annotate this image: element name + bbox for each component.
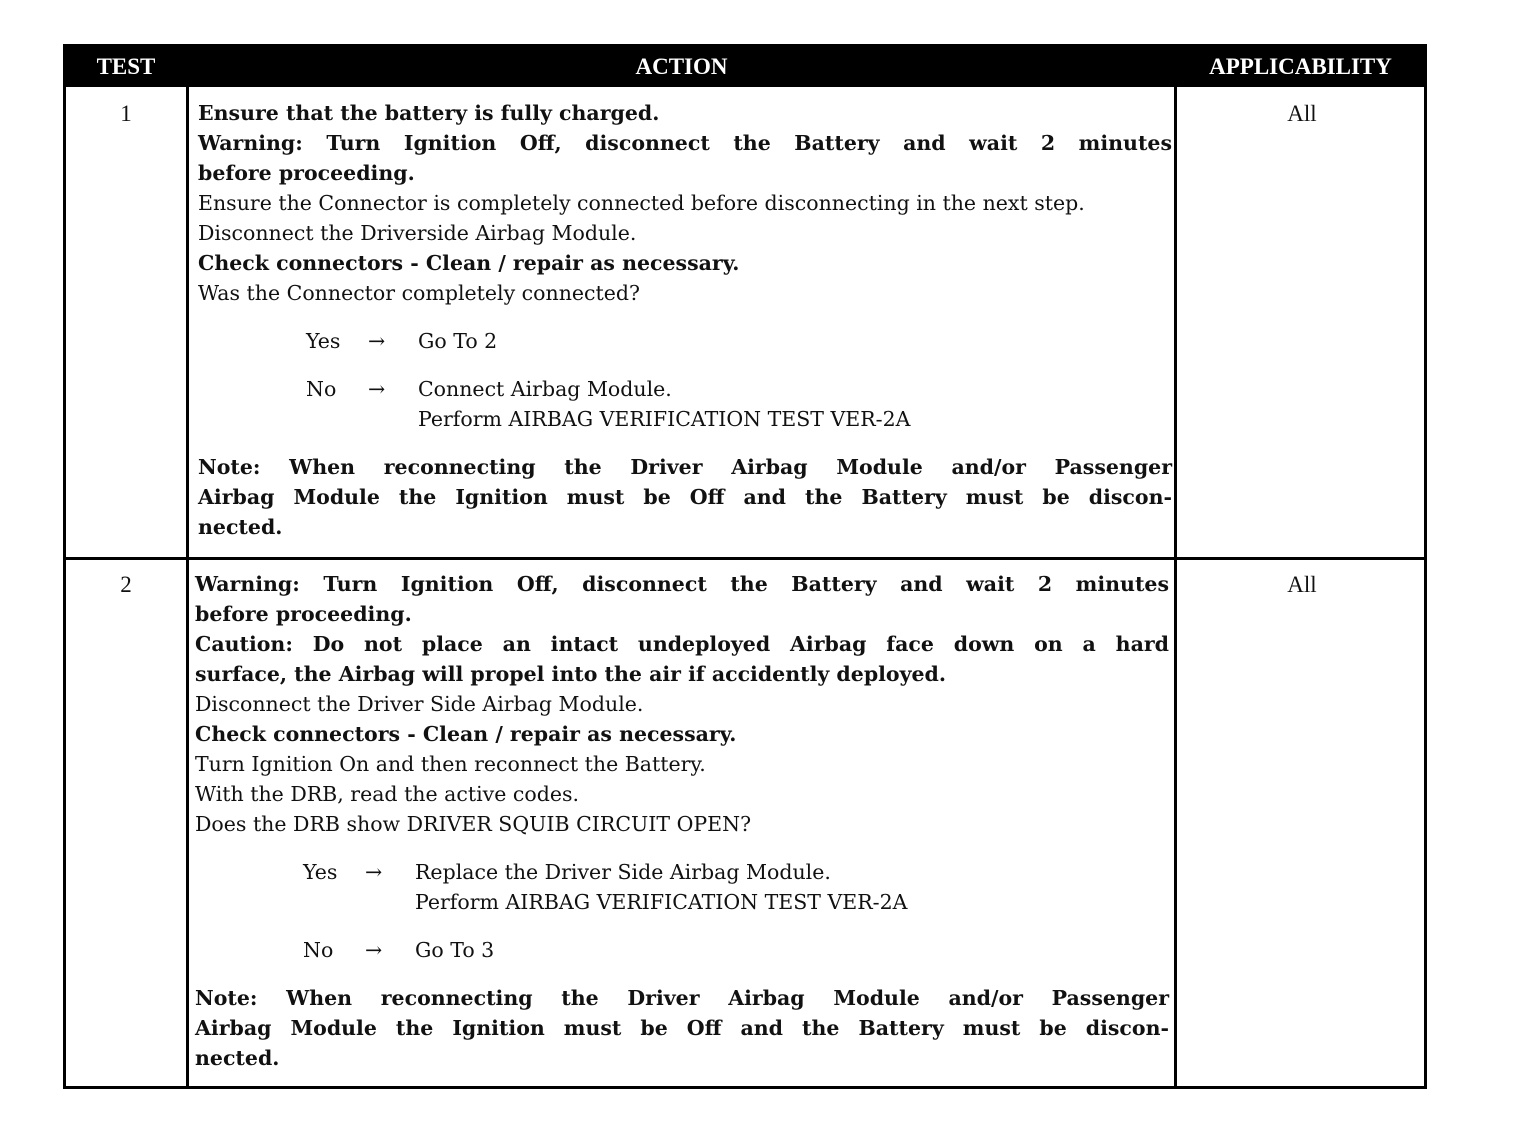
action-cell [198, 98, 1172, 542]
answer-label: No [306, 377, 337, 401]
question-text: Does the DRB show DRIVER SQUIB CIRCUIT OPEN? [195, 812, 752, 836]
answer-label: Yes [306, 329, 341, 353]
action-cell [195, 569, 1169, 1073]
warning-text: Warning: Turn Ignition Off, disconnect the Battery and wait 2 minutes [195, 572, 1169, 596]
instruction-text: Turn Ignition On and then reconnect the Battery. [195, 752, 706, 776]
option-no [195, 935, 1169, 965]
warning-text: before proceeding. [198, 161, 415, 185]
note-text: Note: When reconnecting the Driver Airbag Module and/or Passenger [195, 986, 1169, 1010]
option-result: Go To 3 [415, 938, 495, 962]
caution-text: surface, the Airbag will propel into the air if accidently deployed. [195, 662, 947, 686]
answer-label: No [303, 938, 334, 962]
option-yes [198, 326, 1172, 356]
applicability-value: All [1287, 572, 1317, 597]
arrow-icon: → [365, 860, 383, 884]
instruction-text: With the DRB, read the active codes. [195, 782, 580, 806]
header-action: ACTION [189, 47, 1174, 87]
row-divider [66, 557, 1424, 560]
test-number: 2 [120, 572, 132, 597]
option-result: Replace the Driver Side Airbag Module. [415, 860, 831, 884]
option-no [198, 374, 1172, 404]
applicability-value: All [1287, 101, 1317, 126]
instruction-bold: Check connectors - Clean / repair as necessary. [198, 251, 740, 275]
option-yes [195, 857, 1169, 887]
option-result: Go To 2 [418, 329, 498, 353]
column-divider [186, 47, 189, 1087]
warning-text: Warning: Turn Ignition Off, disconnect the Battery and wait 2 minutes [198, 131, 1172, 155]
header-test: TEST [66, 47, 186, 87]
note-text: nected. [195, 1046, 280, 1070]
instruction-text: Disconnect the Driverside Airbag Module. [198, 221, 637, 245]
note-text: Airbag Module the Ignition must be Off and the Battery must be discon- [198, 485, 1172, 509]
arrow-icon: → [368, 377, 386, 401]
diagnostic-table [63, 44, 1427, 1089]
note-text: Airbag Module the Ignition must be Off and the Battery must be discon- [195, 1016, 1169, 1040]
test-number: 1 [120, 101, 132, 126]
instruction-text: Disconnect the Driver Side Airbag Module. [195, 692, 644, 716]
answer-label: Yes [303, 860, 338, 884]
option-result: Connect Airbag Module. [418, 377, 672, 401]
arrow-icon: → [368, 329, 386, 353]
header-applicability: APPLICABILITY [1177, 47, 1424, 87]
caution-text: Caution: Do not place an intact undeployed Airbag face down on a hard [195, 632, 1169, 656]
option-result: Perform AIRBAG VERIFICATION TEST VER-2A [415, 890, 908, 914]
note-text: Note: When reconnecting the Driver Airbag Module and/or Passenger [198, 455, 1172, 479]
instruction-bold: Ensure that the battery is fully charged. [198, 101, 660, 125]
instruction-bold: Check connectors - Clean / repair as necessary. [195, 722, 737, 746]
arrow-icon: → [365, 938, 383, 962]
column-divider [1174, 47, 1177, 1087]
warning-text: before proceeding. [195, 602, 412, 626]
instruction-text: Ensure the Connector is completely connected before disconnecting in the next step. [198, 191, 1085, 215]
note-text: nected. [198, 515, 283, 539]
option-result: Perform AIRBAG VERIFICATION TEST VER-2A [418, 407, 911, 431]
question-text: Was the Connector completely connected? [198, 281, 641, 305]
